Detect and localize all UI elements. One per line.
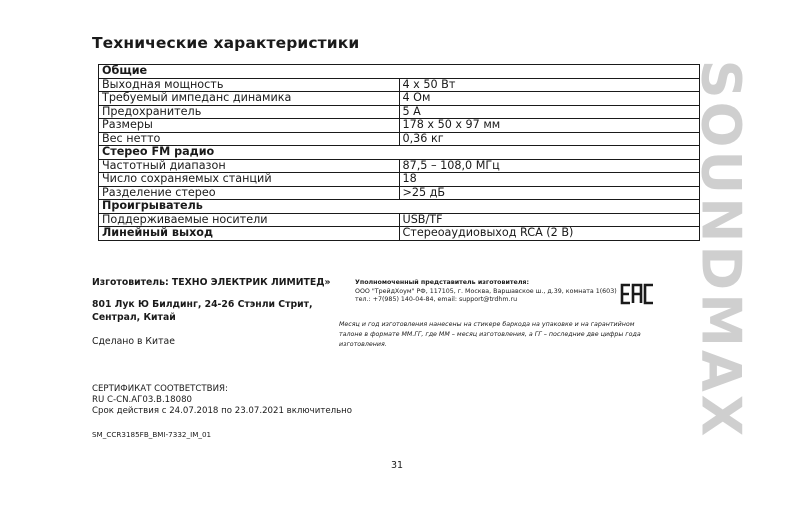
spec-row xyxy=(99,92,700,106)
spec-section-row xyxy=(99,65,700,79)
manufacture-date-note xyxy=(339,320,669,350)
spec-table xyxy=(98,64,700,241)
brand-logo xyxy=(685,40,757,458)
spec-value: USB/TF xyxy=(399,213,700,227)
spec-row xyxy=(99,105,700,119)
spec-table-body xyxy=(99,65,700,241)
spec-value: 4 x 50 Вт xyxy=(399,78,700,92)
spec-row xyxy=(99,119,700,133)
spec-label: Разделение стерео xyxy=(99,186,400,200)
spec-value: 87,5 – 108,0 МГц xyxy=(399,159,700,173)
spec-label: Размеры xyxy=(99,119,400,133)
spec-section-label: Общие xyxy=(99,65,700,79)
spec-value: >25 дБ xyxy=(399,186,700,200)
spec-label: Выходная мощность xyxy=(99,78,400,92)
eac-mark-icon xyxy=(620,283,656,305)
spec-label: Частотный диапазон xyxy=(99,159,400,173)
note-line-2: талоне в формате ММ.ГГ, где ММ – месяц изготовления, а ГГ – последние две цифры года xyxy=(339,331,641,338)
certificate-heading: СЕРТИФИКАТ СООТВЕТСТВИЯ: xyxy=(92,384,228,394)
spec-row xyxy=(99,132,700,146)
importer-address: ООО "ТрейдХоум" РФ, 117105, г. Москва, Варшавское ш., д.39, комната 1(603) xyxy=(355,287,617,295)
spec-section-row xyxy=(99,200,700,214)
spec-label: Вес нетто xyxy=(99,132,400,146)
spec-label: Требуемый импеданс динамика xyxy=(99,92,400,106)
spec-row xyxy=(99,213,700,227)
spec-section-row xyxy=(99,146,700,160)
note-line-3: изготовления. xyxy=(339,341,387,348)
manufacturer-address xyxy=(92,298,313,324)
spec-value: 5 А xyxy=(399,105,700,119)
spec-row xyxy=(99,227,700,241)
spec-value: Стереоаудиовыход RCA (2 В) xyxy=(399,227,700,241)
spec-section-label: Стерео FM радио xyxy=(99,146,700,160)
spec-value: 4 Ом xyxy=(399,92,700,106)
spec-value: 178 x 50 x 97 мм xyxy=(399,119,700,133)
importer-title: Уполномоченный представитель изготовителя: xyxy=(355,279,529,286)
spec-label: Число сохраняемых станций xyxy=(99,173,400,187)
spec-value: 18 xyxy=(399,173,700,187)
page-number: 31 xyxy=(391,460,404,471)
note-line-1: Месяц и год изготовления нанесены на стикере баркода на упаковке и на гарантийном xyxy=(339,321,635,328)
brand-wordmark: SOUNDMAX xyxy=(689,59,753,439)
spec-row xyxy=(99,159,700,173)
spec-row xyxy=(99,78,700,92)
spec-section-label: Проигрыватель xyxy=(99,200,700,214)
spec-row xyxy=(99,173,700,187)
certificate-number: RU C-CN.АГ03.В.18080 xyxy=(92,395,193,405)
spec-row xyxy=(99,186,700,200)
address-line-2: Сентрал, Китай xyxy=(92,312,176,323)
address-line-1: 801 Лук Ю Билдинг, 24-26 Стэнли Стрит, xyxy=(92,299,313,310)
importer-contacts: тел.: +7(985) 140-04-84, email: support@trdhm.ru xyxy=(355,296,518,304)
made-in: Сделано в Китае xyxy=(92,336,175,347)
certificate-block xyxy=(92,384,352,417)
certificate-validity: Срок действия с 24.07.2018 по 23.07.2021 включительно xyxy=(92,406,353,416)
spec-label: Поддерживаемые носители xyxy=(99,213,400,227)
page-title: Технические характеристики xyxy=(92,34,360,52)
spec-label: Предохранитель xyxy=(99,105,400,119)
importer-block xyxy=(355,279,617,305)
manufacturer-line: Изготовитель: ТЕХНО ЭЛЕКТРИК ЛИМИТЕД» xyxy=(92,277,331,288)
spec-label: Линейный выход xyxy=(99,227,400,241)
document-code: SM_CCR3185FB_BMI-7332_IM_01 xyxy=(92,430,212,439)
spec-value: 0,36 кг xyxy=(399,132,700,146)
